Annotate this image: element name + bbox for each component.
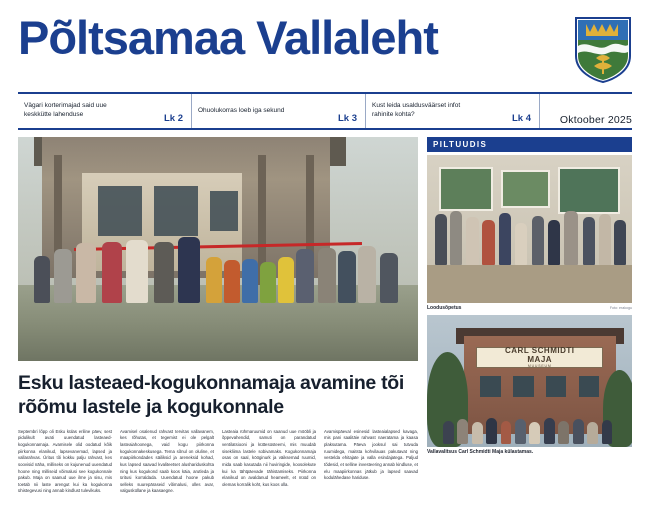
- ribbon-cutting-photo: [18, 137, 418, 361]
- article-column-2: [120, 429, 214, 497]
- article-column-1: [18, 429, 112, 497]
- lead-story-column: [18, 137, 418, 497]
- museum-sign: [476, 347, 603, 368]
- teaser-page-ref: Lk 2: [163, 113, 183, 124]
- article-paragraph: Septembri lõpp oli Esku külas eriline päev, sest pidulikult avati uuendatud lasteaed-kogukonnamaja. Avamisele olid oodatud kõik piirkonna elanikud, lapsevanemad, lapsed ja vallarahvas. Üritus tõi kokku palju rahvast, kes soovisid näha, milliseks on kujunenud uuendatud hoone ning milliseid võimalusi see kogukonnale pakub. Maja on saanud uue ilme ja sisu, mis toetab nii laste arengut kui ka kogukonna ühistegevusi ning annab kindlust tulevikuks.: [18, 428, 112, 494]
- sign-line-3: MUUSEUM: [527, 364, 552, 369]
- article-paragraph: Avamisel osalenud rahvast tervitas vallavanem, kes rõhutas, et tegemist ei ole pelgalt lasteaiahoonega, vaid kogu piirkonna kogukonnakeskusega. Tema sõnul on oluline, et maapiirkondades säiliksid ja areneksid kohad, kus lapsed saavad kvaliteetset alushariduskohta ning kus kogukond saab koos käia, arutleda ja üritusi korraldada. Uuendatud hoone pakub selleks suurepäraseid võimalusi, olles avar, valgusküllane ja kaasaegne.: [120, 428, 214, 494]
- photo-caption: Vallavalitsus Carl Schmidti Maja külastamas.: [427, 449, 534, 455]
- issue-date-block: [540, 94, 632, 128]
- teaser-page-ref: Lk 3: [337, 113, 357, 124]
- article-column-3: [222, 429, 316, 497]
- photo-caption: Loodusõpetus: [427, 305, 462, 311]
- sign-line-1: CARL SCHMIDTI: [505, 346, 575, 356]
- page-title: Põltsamaa Vallaleht: [18, 11, 438, 64]
- lead-article-body: [18, 429, 418, 497]
- teaser-item-2[interactable]: [192, 94, 366, 128]
- lead-headline: Esku lasteaed-kogukonnamaja avamine tõi rõõmu lastele ja kogukonnale: [18, 372, 405, 418]
- article-paragraph: Lasteaia rühmaruumid on saanud uue mööbli ja õppevahendid, samuti on parandatud ventilatsiooni ja küttesüsteemi, mis muudab sisekliima lastele sobivamaks. Kogukonnamaja osas on saal, kööginurk ja väiksemad ruumid, mida saab kasutada nii huviringide, koosolekute kui ka tähtpäevade tähistamiseks. Piirkonna elanikud on avaldanud heameelt, et nüüd on olemas korralik koht, kus koos olla.: [222, 428, 316, 487]
- piltuudis-column: [427, 137, 632, 497]
- photo-credit: Foto: erakogu: [609, 306, 632, 310]
- carl-schmidti-maja-photo: [427, 315, 632, 447]
- teaser-item-1[interactable]: [18, 94, 192, 128]
- article-column-4: [324, 429, 418, 497]
- teaser-text: Kust leida usaldusväärset infot rahinite kohta?: [372, 102, 461, 118]
- teaser-text: Ohuolukorras loeb iga sekund: [198, 106, 285, 114]
- photo-caption-row-1: [427, 303, 632, 311]
- teaser-item-3[interactable]: [366, 94, 540, 128]
- sign-line-2: MAJA: [527, 355, 553, 365]
- teaser-text: Vägari korterimajad said uue keskkütte lahenduse: [24, 102, 107, 118]
- coat-of-arms-icon: [574, 16, 632, 84]
- issue-date: Oktoober 2025: [559, 114, 632, 126]
- article-paragraph: Avamispäeval esinesid lasteaialapsed kavaga, mis pani saalitäie rahvast naeratama ja kaasa plaksutama. Päeva jooksul sai tutvuda ruumidega, maitsta kohvilauas pakutavat ning vestelda ehitajate ja valla esindajatega. Paljud tõdesid, et selline investeering annab kindluse, et elu maapiirkonnas jätkub ja lapsed saavad kodulähedase hariduse.: [324, 428, 418, 481]
- exhibition-opening-photo: [427, 155, 632, 303]
- photo-caption-row-2: [427, 447, 632, 455]
- section-header-piltuudis: PILTUUDIS: [427, 137, 632, 152]
- main-content: [18, 137, 632, 497]
- masthead: [0, 0, 650, 84]
- teaser-page-ref: Lk 4: [511, 113, 531, 124]
- teaser-bar: [18, 92, 632, 130]
